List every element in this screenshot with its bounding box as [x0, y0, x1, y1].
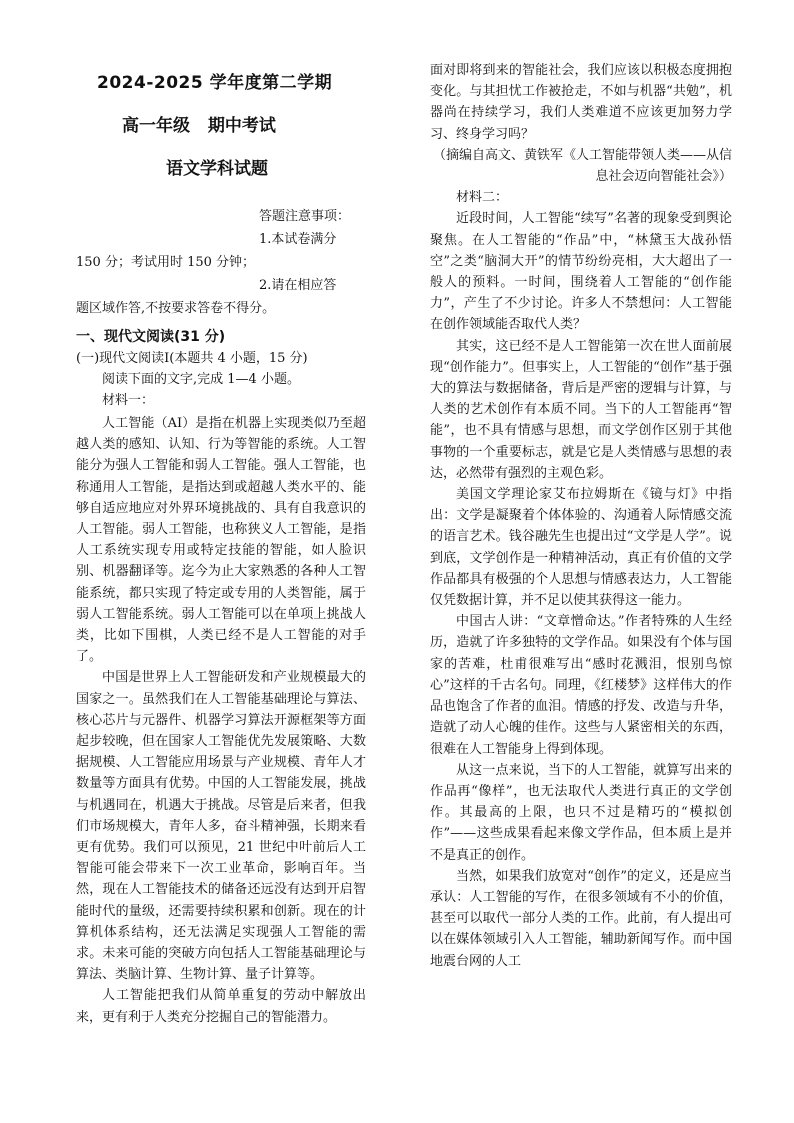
paragraph: 其实，这已经不是人工智能第一次在世人面前展现“创作能力”。但事实上，人工智能的“创作”基于强大的算法与数据储备，背后是严密的逻辑与计算，与人类的艺术创作有本质不同。当下的人工智能再“智能”，也不具有情感与思想，而文学创作区别于其他事物的一个重要标志，就是它是人类情感与思想的表达，必然带有强烈的主观色彩。	[430, 338, 732, 481]
paragraph: 当然，如果我们放宽对“创作”的定义，还是应当承认：人工智能的写作，在很多领域有不小的价值，甚至可以取代一部分人类的工作。此前，有人提出可以在媒体领域引入人工智能，辅助新闻写作。而中国地震台网的人工	[430, 868, 732, 969]
right-column-text	[430, 60, 732, 972]
left-column-text	[76, 413, 366, 1028]
paragraph: 人工智能（AI）是指在机器上实现类似乃至超越人类的感知、认知、行为等智能的系统。人工智能分为强人工智能和弱人工智能。强人工智能，也称通用人工智能，是指达到或超越人类水平的、能够自适应地应对外界环境挑战的、具有自我意识的人工智能。弱人工智能，也称狭义人工智能，是指人工系统实现专用或特定技能的智能，如人脸识别、机器翻译等。迄今为止大家熟悉的各种人工智能系统，都只实现了特定或专用的人类智能，属于弱人工智能系统。弱人工智能可以在单项上挑战人类，比如下围棋，人类已经不是人工智能的对手了。	[76, 416, 366, 665]
reading-instruction: 阅读下面的文字,完成 1—4 小题。	[102, 372, 300, 387]
notice-title: 答题注意事项：	[259, 209, 351, 224]
paragraph: 人工智能把我们从简单重复的劳动中解放出来，更有利于人类充分挖掘自己的智能潜力。	[76, 988, 366, 1025]
notice-item-1-cont: 150 分；考试用时 150 分钟；	[76, 255, 256, 270]
answer-notice	[76, 205, 366, 320]
paragraph: 中国是世界上人工智能研发和产业规模最大的国家之一。虽然我们在人工智能基础理论与算法、核心芯片与元器件、机器学习算法开源框架等方面起步较晚，但在国家人工智能优先发展策略、大数据规模、人工智能应用场景与产业规模、青年人才数量等方面具有优势。中国的人工智能发展，挑战与机遇同在，机遇大于挑战。尽管是后来者，但我们市场规模大，青年人多，奋斗精神强，长期来看更有优势。我们可以预见，21 世纪中叶前后人工智能可能会带来下一次工业革命，影响百年。当然，现在人工智能技术的储备还远没有达到开启智能时代的量级，还需要持续积累和创新。现在的计算机体系结构，还无法满足实现强人工智能的需求。未来可能的突破方向包括人工智能基础理论与算法、类脑计算、生物计算、量子计算等。	[76, 670, 366, 983]
material-2-label: 材料二：	[456, 190, 509, 206]
paragraph: 从这一点来说，当下的人工智能，就算写出来的作品再“像样”，也无法取代人类进行真正的文学创作。其最高的上限，也只不过是精巧的“模拟创作”——这些成果看起来像文学作品，但本质上是并不是真正的创作。	[430, 762, 732, 863]
notice-item-2: 2.请在相应答	[259, 278, 337, 293]
exam-year-term: 2024-2025 学年度第二学期	[97, 73, 333, 93]
exam-grade-title: 高一年级 期中考试	[122, 116, 276, 136]
material-1-label: 材料一：	[102, 393, 155, 408]
paragraph: 近段时间，人工智能“续写”名著的现象受到舆论聚焦。在人工智能的“作品”中，“林黛玉大战孙悟空”之类“脑洞大开”的情节纷纷亮相，大大超出了一般人的预料。一时间，围绕着人工智能的“创作能力”，产生了不少讨论。许多人不禁想问：人工智能在创作领域能否取代人类？	[430, 211, 732, 333]
paragraph: 美国文学理论家艾布拉姆斯在《镜与灯》中指出：文学是凝聚着个体体验的、沟通着人际情感交流的语言艺术。钱谷融先生也提出过“文学是人学”。说到底，文学创作是一种精神活动，真正有价值的文学作品都具有极强的个人思想与情感表达力，人工智能仅凭数据计算，并不足以使其获得这一能力。	[430, 487, 732, 609]
paragraph: 面对即将到来的智能社会，我们应该以积极态度拥抱变化。与其担忧工作被抢走，不如与机器“共勉”，机器尚在持续学习，我们人类难道不应该更加努力学习、终身学习吗？	[430, 63, 732, 142]
section-1	[76, 327, 376, 411]
source-citation: （摘编自高文、黄铁军《人工智能带领人类——从信息社会迈向智能社会》）	[432, 147, 732, 185]
exam-subject-title: 语文学科试题	[166, 159, 268, 179]
notice-item-2-cont: 题区域作答,不按要求答卷不得分。	[76, 301, 276, 316]
paragraph: 中国古人讲：“文章憎命达。”作者特殊的人生经历，造就了许多独特的文学作品。如果没有个体与国家的苦难，杜甫很难写出“感时花溅泪，恨别鸟惊心”这样的千古名句。同理，《红楼梦》这样伟大的作品也饱含了作者的血泪。情感的抒发、改造与升华，造就了动人心魄的佳作。这些与人紧密相关的东西，很难在人工智能身上得到体现。	[430, 614, 732, 757]
section-heading: 一、现代文阅读(31 分)	[76, 329, 226, 345]
subsection-heading: (一)现代文阅读Ⅰ(本题共 4 小题，15 分)	[76, 351, 308, 366]
notice-item-1: 1.本试卷满分	[259, 232, 337, 247]
